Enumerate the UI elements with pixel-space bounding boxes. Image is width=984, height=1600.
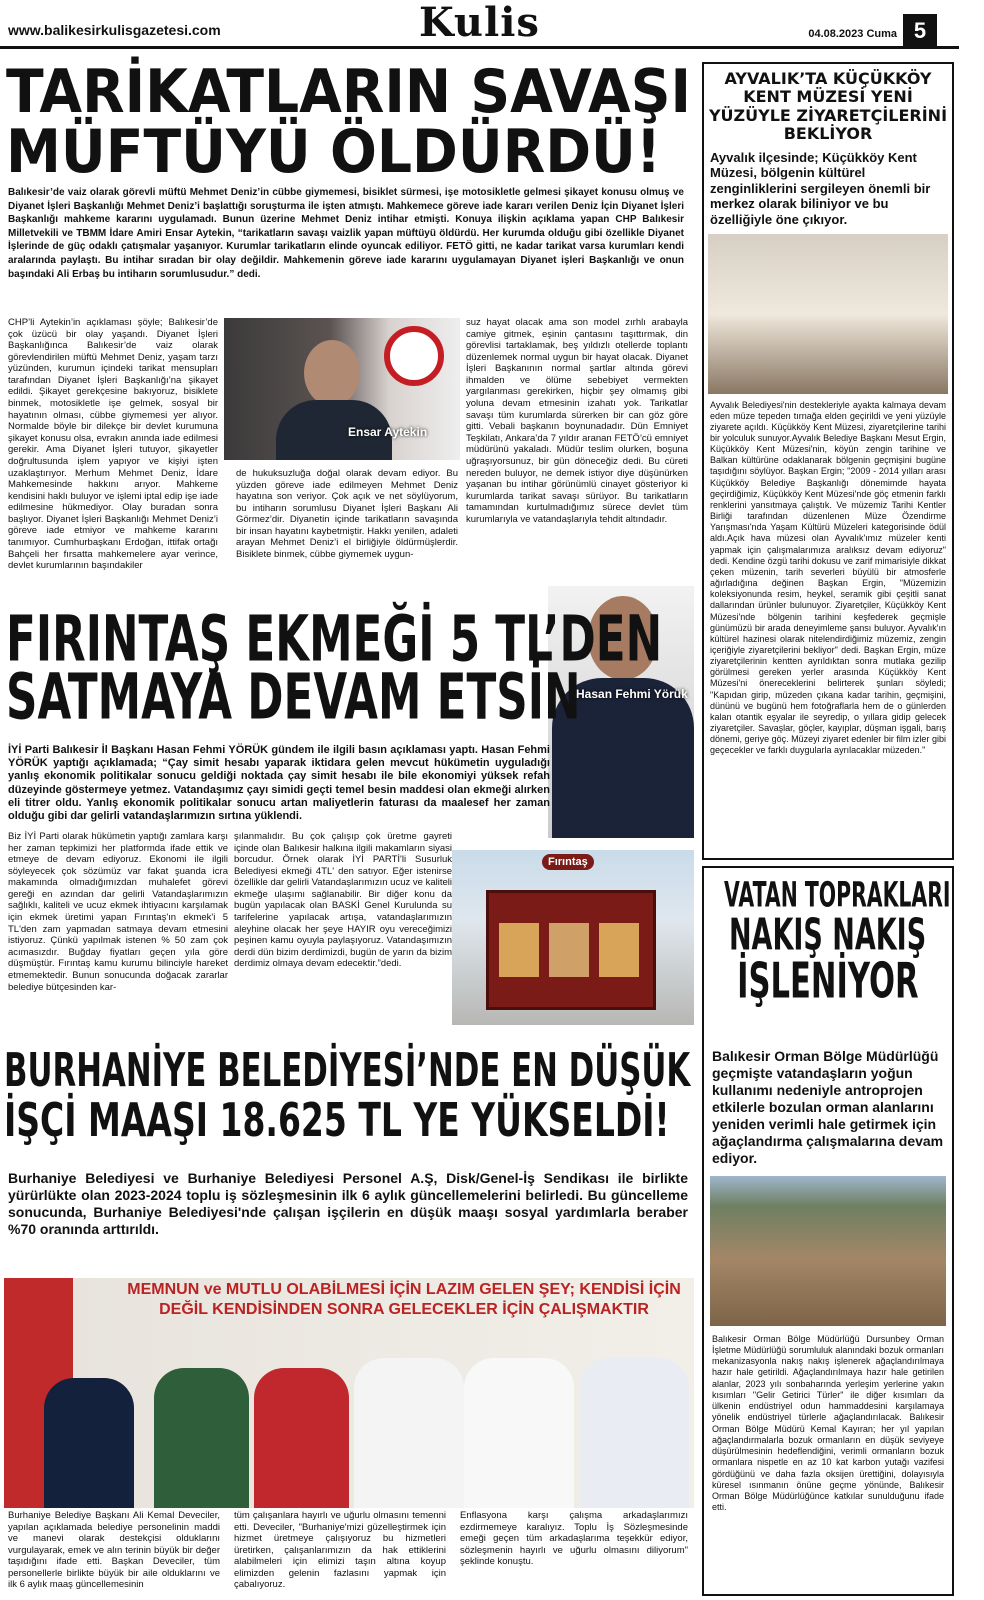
sidebar1-title: AYVALIK’TA KÜÇÜKKÖY KENT MÜZESİ YENİ YÜZÜYLE ZİYARETÇİLERİNİ BEKLİYOR [706, 70, 950, 144]
person [154, 1368, 249, 1508]
issue-date: 04.08.2023 Cuma [808, 28, 897, 40]
sidebar2-body: Balıkesir Orman Bölge Müdürlüğü Dursunbey Orman İşletme Müdürlüğü sorumluluk alanındaki bozuk ormanları mekanizasyonla nakış nakış işlenerek ağaçlandırılmaya hazır hale getirildi. Ağaçlandırılmaya hazır hale getirilen alanlar, 2023 yılı sonbaharında yerleşim yerlerine yakın kısımları "Gelir Getirici Türler" ile diğer kısımları da ülkenin endüstriyel odun hammaddesini karşılamaya yönelik endüstriyel türlerle ağaçlandırılacak. Balıkesir Orman Bölge Müdürü Kemal Kayıran; her yıl yapılan ağaçlandırmalarla bozuk ormanların en düşük seviyeye düşürülmesinin hedeflendiğini, verimli ormanların bozuk ormanlara nispetle en az 10 kat karbon yutağı vazifesi gördüğünü ve daha fazla oksijen ürettiğini, dolayısıyla küresel ısınmanın önüne geçme yönünde, Balıkesir Orman Bölge Müdürlüğünce katkılar sunulduğunu ifade etti. [712, 1333, 944, 1513]
story1-lead: Balıkesir’de vaiz olarak görevli müftü Mehmet Deniz’in cübbe giymemesi, bisiklet sürmesi, işe motosikletle gelmesi şikayet konusu olmuş ve Diyanet İşleri Başkanlığı Mehmet Deniz’i başlattığı soruşturma ile işten atmıştı. Mahkemece göreve iade kararı verilen Deniz İçin Diyanet İşleri Başkanlığı mahkeme kararını uygulamadı. Bunun üzerine Mehmet Deniz intihar etmişti. Konuya ilişkin açıklama yapan CHP Balıkesir Milletvekili ve TBMM İdare Amiri Ensar Aytekin, “tarikatların savaşı vaizlik yapan müftüyü öldürdü. Her kurumda olduğu gibi özellikle Diyanet İşlerinde de güç odaklı çatışmalar yaşanıyor. Kurumlar tarikatların elinde oyuncak ediliyor. FETÖ gitti, ne kadar tarikat varsa kurumları kendi aralarında paylaştı. Bu intihar sıradan bir olay değildir. Mahkemenin göreve iade kararını uygulamayan Diyanet işleri Başkanlığı ve onun başındaki Ali Erbaş bu intiharın sorumlusudur.” dedi. [8, 187, 684, 280]
story2-column1: Biz İYİ Parti olarak hükümetin yaptığı zamlara karşı her zaman tepkimizi her platformda ifade ettik ve etmeye de devam ediyoruz. Ekonomi ile ilgili söyleyecek çok sözümüz var fakat şuanda icra makamında olmadığımızdan muhalefet görevi gereği en azından dar gelirli Vatandaşlarımızın sağlıklı, kaliteli ve ucuz ekmek ihtiyacını karşılamak için ekmek üretimi yapan Fırıntaş'ın ekmek'i 5 TL'den zam yapmadan satmaya devam etmesini istiyoruz. Çünkü yapılmak istenen % 50 zam çok acımasızdır. Buğday fiyatları geçen yıla göre düşmüştür. Fırıntaş kamu kurumu bilinciyle hareket etmemektedir. Bunun sonucunda doğacak zararlar belediye bütçesinden kar- [8, 831, 228, 993]
story1-headline [6, 57, 696, 187]
story3-group-photo [4, 1278, 694, 1508]
story3-headline [4, 1043, 696, 1158]
story3-lead: Burhaniye Belediyesi ve Burhaniye Belediyesi Personel A.Ş, Disk/Genel-İş Sendikası ile birlikte yürürlükte olan 2023-2024 toplu iş sözleşmesinin ilk 6 aylık güncellemelerini belirledi. Bu güncelleme sonucunda, Burhaniye Belediyesi'nde çalışan işçilerin en düşük maaşı sosyal yardımlarla beraber %70 oranında arttırıldı. [8, 1170, 688, 1238]
story3-title-line2: İŞÇİ MAAŞI 18.625 TL YE YÜKSELDİ! [4, 1093, 670, 1148]
story2-lead: İYİ Parti Balıkesir İl Başkanı Hasan Fehmi YÖRÜK gündem ile ilgili basın açıklaması yaptı. Hasan Fehmi YÖRÜK yaptığı açıklamada; “Çay simit hesabı yaparak iktidara gelen mevcut hükümetin uyguladığı yanlış ekonomik politikalar sonucu geldiği noktada çay simit hesabı ile bile ekonomiyi yüksek refah düzeyinde göstermeye yetmez. Vatandaşımız çayı simidi geçti temel besin maddesi olan ekmeği alırken eli titrer oldu. Yanlış ekonomik politikalar sonucu artan maliyetlerin faturası da maalesef her zaman olduğu gibi dar gelirli vatandaşlarımızın sırtına yüklendi. [8, 744, 550, 822]
person [254, 1368, 349, 1508]
sidebar1-body: Ayvalık Belediyesi'nin destekleriyle ayakta kalmaya devam eden müze tepeden tırnağa elden geçirildi ve yeni yüzüyle ziyarete açıldı. Küçükköy Kent Müzesi, ziyaretçilerine tarihi bir yolculuk sunuyor.Ayvalık Belediye Başkanı Mesut Ergin, Küçükköy Kent Müzesi'nin, köyün zengin tarihine ve Balkan kültürüne odaklanarak bölgenin geçmişini bugüne taşıdığını söylüyor. Başkan Ergin; "2009 - 2014 yılları arası Küçükköy Belediye Başkanlığı dönemimde hayata geçirdiğimiz, Küçükköy Kent Müzesi'nde göç etmenin farklı renklerini yansıtmaya çalıştık. Ve müzemiz Tarihi Kentler Birliği tarafından düzenlenen Müze Özendirme Yarışması'nda Yaşam Kültürü Müzeleri kategorisinde ödül aldı.Açık hava müzesi olan Ayvalık'ımız müzeler kenti yapmak için çalışmalarımıza aralıksız devam ediyoruz" dedi. Kendine özgü tarihi dokusu ve zarif mimarisiyle dikkat çeken müzenin, tarih severleri büyülü bir atmosferle ağırladığına değinen Başkan Ergin, "Müzemizin koleksiyonunda resim, heykel, seramik gibi çeşitli sanat dallarından ürünler bulunuyor. Ziyaretçiler, Küçükköy Kent Müzesi'nde bölgenin tarihini keşfederek geçmişle günümüzü bir arada deneyimleme şansı buluyor. Ayvalık'ın kültürel hazinesi olarak nitelendirdiğimiz müzemiz, zengin içeriğiyle ziyaretçilerini bekliyor" dedi. Başkan Ergin, müze ziyaretçilerinin kentten ayrıldıktan sonra mutlaka gezilip görülmesi gereken yerler arasında Küçükköy Kent Müzesi'ni önereceklerini belirterek şunları söyledi; "Kapıdan girip, müzeden çıkana kadar tarihin, geçmişini, dününü ve bugünü hem fotoğraflarla hem de o günlerden kalan otantik eşyalar ile seyredip, o yıllara gidip gelecek ziyaretçiler. Savaşlar, göçler, kayıplar, düşman işgali, barış dönemi, geriye göç. Müzeyi ziyaret edenler bir film izler gibi geçecekler ve farklı duygularla ayrılacaklar müzeden." [710, 399, 946, 756]
portrait-face [304, 340, 360, 406]
sidebar-forest-box [702, 866, 954, 1596]
sidebar2-title-line3: İŞLENİYOR [737, 952, 919, 1011]
person [579, 1358, 689, 1508]
forest-photo [710, 1176, 946, 1326]
story1-photo [224, 318, 460, 460]
person [464, 1358, 574, 1508]
sidebar-museum-box [702, 62, 954, 860]
header-rule [0, 46, 959, 49]
story1-column1: CHP’li Aytekin’in açıklaması şöyle; Balıkesir’de çok üzücü bir olay yaşandı. Diyanet İşleri Başkanlığınca Balıkesir’de vaiz olarak görevlendirilen müftü Mehmet Deniz, yaşam tarzı yüzünden, kurumun içindeki tarikat mensupları tarafından Diyanet İşleri Başkanlığı’na şikayet edildi. Şikayet gerekçesine bakıyoruz, bisiklete binmek, motosikletle işe gelmek, sosyal bir hayatının olması, cübbe giymemesi yer alıyor. Normalde böyle bir dilekçe bir devlet kurumuna şikayet konusu olsa, evrakın anında iade edilmesi gerekir. Ama Diyanet İşleri tutuyor, şikayetler doğrultusunda işlem yapıyor ve kişiyi işten uzaklaştırıyor. Merhum Mehmet Deniz, İdare Mahkemesinde hakkını arıyor. Mahkeme kendisini haklı buluyor ve işlemi iptal edip işe iade edilmesine hükmediyor. Olay buradan sonra başlıyor. Diyanet İşleri Başkanlığı Mehmet Deniz’i göreve iade etmiyor ve mahkeme kararını tanımıyor. Cumhurbaşkanı Erdoğan, ittifak ortağı Bahçeli her fırsatta mahkemelere ayar verince, devlet kurumlarının başındakiler [8, 317, 218, 572]
sidebar1-lead: Ayvalık ilçesinde; Küçükköy Kent Müzesi, bölgenin kültürel zenginliklerini sergileyen önemli bir merkez olarak biliniyor ve bu özelliğiyle öne çıkıyor. [710, 149, 931, 227]
story3-column2: tüm çalışanlara hayırlı ve uğurlu olmasını temenni etti. Deveciler, "Burhaniye'mizi güzelleştirmek için hizmet üretmeye çalışıyoruz bu hizmetleri üretirken, çalışanlarımızın da hak ettiklerini alabilmeleri için elimizi taşın altına koyup elimizden gelenin fazlasını yapmak için çabalıyoruz. [234, 1510, 446, 1591]
story1-column2: de hukuksuzluğa doğal olarak devam ediyor. Bu yüzden göreve iade edilmeyen Mehmet Deniz hayatına son veriyor. Çok açık ve net söylüyorum, bu intiharın sorumlusu Diyanet İşleri Başkanı Ali Görmez’dir. Diyanetin içinde tarikatların savaşında bir insan hayatını kaybetmiştir. Hakkı yenilen, adaleti arayan Mehmet Deniz’i el birliğiyle öldürmüşlerdir. Bisiklete binmek, cübbe giymemek uygun- [236, 468, 458, 561]
kiosk-window [599, 923, 639, 977]
sidebar2-title-line2: NAKIŞ NAKIŞ [729, 910, 927, 961]
story1-title-line1: TARİKATLARIN SAVAŞI [6, 57, 692, 127]
story2-kiosk-photo [452, 850, 694, 1025]
sidebar2-lead: Balıkesir Orman Bölge Müdürlüğü geçmişte vatandaşların yoğun kullanımı nedeniyle antroprojen etkilerle bozulan orman alanlarını yeniden verimli hale getirmek için ağaçlandırma çalışmalarına devam ediyor. [712, 1048, 944, 1167]
story1-column3: suz hayat olacak ama son model zırhlı arabayla camiye gitmek, eşinin çantasını taşıttırmak, din görevlisi tartaklamak, beş yıldızlı otellerde toplantı düzenlemek normal uygun bir hayat olacak. Diyanet İşleri Başkanının normal şartlar altında görevi ihmalden ve ölüme sebebiyet vermekten yargılanması gerekirken, hiçbir şey olmamış gibi yoluna devam etmesinin izahatı yok. Tarikatlar savaşı tüm kurumlarda sürerken bir can göz göre gitti. Vebali başkanın boynunadadır. Dün Emniyet Teşkilatı, Ankara’da 7 yıldır aranan FETÖ’cü emniyet müdürünü yakaladı. Müdür teslim olurken, boşuna uğraşıyorsunuz, bir gün döneceğiz dedi. Bu cüreti nereden buluyor, ne demek istiyor diye düşünürken yaşanan bu intihar görünümlü cinayet gösteriyor ki kurumlarda tarikat savaşı sürüyor. Bu tarikatların tamamından kurtulmadığımız sürece devlet tüm kurumlarıyla ve vatandaşlarıyla tehdit altındadır. [466, 317, 688, 525]
person [354, 1358, 464, 1508]
kiosk-sign: Fırıntaş [542, 854, 594, 870]
sidebar2-title-line1: VATAN TOPRAKLARI [723, 874, 951, 916]
kiosk-window [499, 923, 539, 977]
banner-text: MEMNUN ve MUTLU OLABİLMESİ İÇİN LAZIM GELEN ŞEY; KENDİSİ İÇİN DEĞİL KENDİSİNDEN SONRA GELECEKLER İÇİN ÇALIŞMAKTIR [127, 1281, 681, 1318]
story3-column1: Burhaniye Belediye Başkanı Ali Kemal Deveciler, yapılan açıklamada belediye personelinin maddi ve manevi olarak destekçisi olduklarını vurgulayarak, emek ve alın terinin büyük bir değer taşıdığını ifade etti. Başkan Deveciler, tüm personellerle birlikte büyük bir aile olduklarını ve ilk 6 aylık maaş güncellemesinin [8, 1510, 220, 1591]
website-url: www.balikesirkulisgazetesi.com [8, 22, 221, 38]
story1-title-line2: MÜFTÜYÜ ÖLDÜRDÜ! [6, 117, 662, 187]
person [44, 1378, 134, 1508]
sidebar2-headline [704, 876, 952, 1044]
bread-kiosk [486, 890, 656, 1010]
page-number: 5 [903, 14, 937, 48]
story3-column3: Enflasyona karşı çalışma arkadaşlarımızı ezdirmemeye karalıyız. Toplu İş Sözleşmesinde emeği geçen tüm arkadaşlarıma teşekkür ediyor, sözleşmenin hayırlı ve uğurlu olmasını diliyorum" şeklinde konuştu. [460, 1510, 688, 1568]
kiosk-window [549, 923, 589, 977]
story2-title-line1: FIRINTAŞ EKMEĞİ 5 TL’DEN [6, 603, 663, 677]
masthead-logo: Kulis [419, 0, 540, 46]
story3-title-line1: BURHANİYE BELEDİYESİ’NDE EN DÜŞÜK [4, 1043, 691, 1098]
story2-title-line2: SATMAYA DEVAM ETSİN [6, 661, 581, 735]
story2-column2: şılanmalıdır. Bu çok çalışıp çok üretme gayreti içinde olan Balıkesir halkına ilgili makamların siyasi borcudur. Örnek olarak İYİ PARTİ'li Susurluk Belediyesi ekmeği 4TL' den satıyor. Eğer istenirse özellikle dar gelirli Vatandaşlarımızın ucuz ve kaliteli ekmeğe ulaşımı sağlanabilir. Bir diğer konu da bugün yapılacak olan BASKİ Genel Kurulunda su tarifelerine yapılacak artışa, vatandaşlarımızın aleyhine olacak her şeye HAYIR oyu vereceğimizi peşinen kamu oyuyla paylaşıyoruz. Vatandaşımızın derdi dün bizim derdimizdi, bugün de yarın da bizim derdimiz olmaya devam edecektir.”dedi. [234, 831, 452, 970]
parliament-emblem [384, 326, 444, 386]
story2-photo-caption: Hasan Fehmi Yörük [576, 687, 688, 701]
story1-photo-caption: Ensar Aytekin [348, 425, 428, 439]
museum-photo [708, 234, 948, 394]
